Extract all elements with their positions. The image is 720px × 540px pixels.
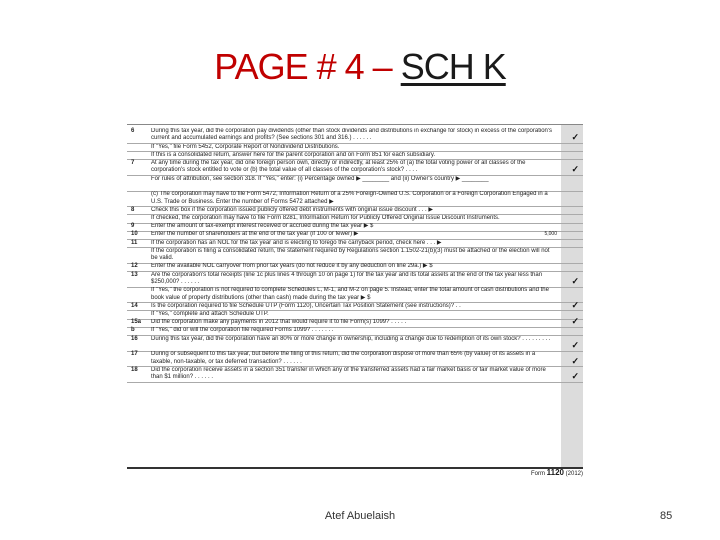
form-line-row — [127, 248, 583, 263]
line-number: b — [131, 327, 135, 334]
form-line-row — [127, 316, 583, 327]
form-line-row — [127, 160, 583, 175]
form-line-row — [127, 231, 583, 238]
line-text: Enter the available NOL carryover from prior tax years (do not reduce it by any deduction on line 29a.) ▶ $ — [151, 263, 433, 270]
checkmark-icon: ✓ — [571, 299, 579, 310]
line-number: 10 — [131, 231, 138, 238]
line-text: If "Yes," file Form 5452, Corporate Report of Nondividend Distributions. — [151, 143, 340, 150]
line-number: 6 — [131, 128, 135, 134]
form-line-row — [127, 144, 583, 151]
slide-title — [0, 46, 720, 88]
line-amount: 5,000 — [544, 231, 557, 238]
form-footer: Form 1120 (2012) — [530, 468, 583, 477]
line-text: Is the corporation required to file Schedule UTP (Form 1120), Uncertain Tax Position Statement (see instructions)? . . — [151, 302, 461, 309]
line-text: Enter the number of shareholders at the end of the tax year (if 100 or fewer) ▶ — [151, 231, 359, 238]
checkmark-icon: ✓ — [571, 316, 579, 327]
line-text: If the corporation has an NOL for the tax year and is electing to forego the carryback period, check here . . . ▶ — [151, 239, 442, 246]
form-line-row — [127, 215, 583, 222]
form-line-row — [127, 272, 583, 287]
line-text: During this tax year, did the corporation have an 80% or more change in ownership, including a change due to redemption of its own stock? . . . . . . . . . — [151, 335, 551, 342]
checkmark-icon: ✓ — [571, 164, 579, 175]
line-number: 15a — [131, 319, 142, 326]
form-line-row — [127, 311, 583, 318]
line-text: If this is a consolidated return, answer here for the parent corporation and on Form 851 for each subsidiary. — [151, 151, 436, 158]
page-number: 85 — [660, 510, 673, 522]
line-text: For rules of attribution, see section 318. If "Yes," enter: (i) Percentage owned ▶ ________ and (ii) Owner's country ▶ ________ — [151, 175, 489, 182]
checkmark-icon: ✓ — [571, 339, 579, 350]
row-divider — [127, 382, 583, 383]
line-text: Did the corporation receive assets in a section 351 transfer in which any of the transferred assets had a fair market basis or fair market value of more than $1 million? . . . . . . — [151, 366, 546, 381]
line-number: 17 — [131, 351, 138, 358]
form-line-row — [127, 287, 583, 302]
line-number: 7 — [131, 160, 135, 166]
form-line-row — [127, 327, 583, 334]
checkmark-icon: ✓ — [571, 275, 579, 286]
line-text: Enter the amount of tax-exempt interest received or accrued during the tax year ▶ $ — [151, 223, 374, 230]
form-line-row — [127, 367, 583, 382]
form-line-row — [127, 128, 583, 143]
form-line-row — [127, 207, 583, 214]
line-text: If checked, the corporation may have to file Form 8281, Information Return for Publicly Offered Original Issue Discount Instruments. — [151, 215, 500, 221]
form-line-row — [127, 152, 583, 159]
form-line-row — [127, 191, 583, 206]
line-text: Are the corporation's total receipts (line 1c plus lines 4 through 10 on page 1) for the tax year and its total assets at the end of the tax year less than $250,000? . . . . . . — [151, 271, 543, 285]
line-number: 16 — [131, 335, 138, 342]
line-text: Check this box if the corporation issued publicly offered debt instruments with original issue discount . . . ▶ — [151, 206, 433, 213]
form-line-row — [127, 240, 583, 247]
line-text: (c) The corporation may have to file Form 5472, Information Return of a 25% Foreign-Owned U.S. Corporation or a Foreign Corporation Engaged in a U.S. Trade or Business. Enter the number of Forms 5472 attached ▶ — [151, 191, 548, 205]
line-number: 18 — [131, 366, 138, 373]
line-text: Did the corporation make any payments in 2012 that would require it to file Form(s) 1099? . . . . . — [151, 319, 407, 326]
form-line-row — [127, 263, 583, 270]
line-number: 12 — [131, 263, 138, 270]
line-text: If "Yes," the corporation is not required to complete Schedules L, M-1, and M-2 on page 5. Instead, enter the total amount of cash distributions and the book value of property distributions (other than cash) made during the tax year ▶ $ — [151, 287, 549, 301]
title-page-label: PAGE # 4 – — [214, 46, 401, 87]
line-number: 13 — [131, 271, 138, 278]
form-line-row — [127, 299, 583, 310]
line-text: During or subsequent to this tax year, but before the filing of this return, did the corporation dispose of more than 65% (by value) of its assets in a taxable, non-taxable, or tax deferred transaction? . . . . . . — [151, 351, 536, 365]
form-line-row — [127, 223, 583, 230]
checkmark-icon: ✓ — [571, 371, 579, 382]
line-number: 9 — [131, 223, 135, 230]
line-text: If the corporation is filing a consolidated return, the statement required by Regulations section 1.1502-21(b)(3) must be attached or the election will not be valid. — [151, 247, 550, 262]
form-1120-schedule-k-image — [127, 124, 583, 477]
line-number: 14 — [131, 302, 138, 309]
author-name: Atef Abuelaish — [324, 510, 396, 522]
checkmark-icon: ✓ — [571, 132, 579, 143]
checkmark-icon: ✓ — [571, 355, 579, 366]
line-text: If "Yes," did or will the corporation file required Forms 1099? . . . . . . . — [151, 327, 334, 334]
line-text: During this tax year, did the corporation pay dividends (other than stock dividends and distributions in exchange for stock) in excess of the corporation's current and accumulated earnings and profits? (See sections 301 and 316.) . . . . . . — [151, 128, 553, 142]
line-number: 8 — [131, 206, 135, 213]
form-line-row — [127, 176, 583, 191]
line-number: 11 — [131, 239, 138, 246]
line-text: At any time during the tax year, did one foreign person own, directly or indirectly, at least 25% of (a) the total voting power of all classes of the corporation's stock entitled to vote or (b) the total value of all classes of the corporation's stock? . . . . — [151, 160, 526, 174]
form-line-row — [127, 336, 583, 351]
form-line-row — [127, 351, 583, 366]
line-text: If "Yes," complete and attach Schedule UTP. — [151, 311, 269, 317]
title-schedule-label: SCH K — [400, 46, 506, 87]
